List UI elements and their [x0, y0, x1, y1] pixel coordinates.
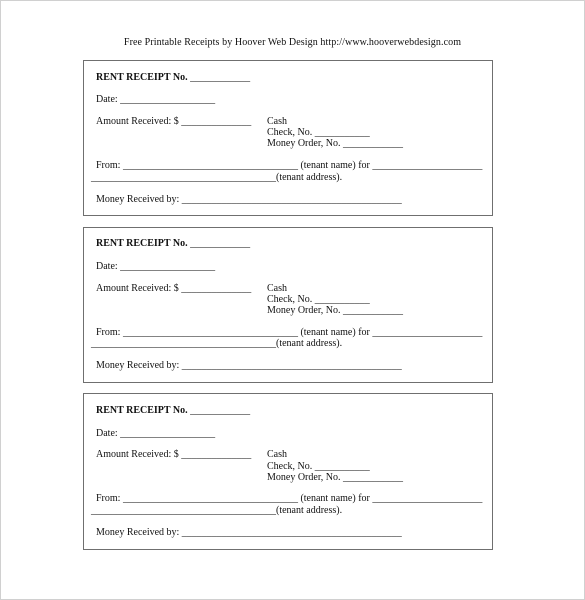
received-by-line: Money Received by: ____________________________________________: [96, 194, 402, 205]
amount-line: Amount Received: $ ______________: [96, 116, 252, 127]
receipt-title-line: [96, 405, 250, 417]
amount-line: Amount Received: $ ______________: [96, 449, 252, 460]
address-line: _____________________________________(tenant address).: [91, 338, 343, 349]
payment-money-order: Money Order, No. ____________: [267, 138, 403, 149]
page-header: Free Printable Receipts by Hoover Web Design http://www.hooverwebdesign.com: [123, 37, 462, 48]
receipt-number-blank: ____________: [190, 72, 251, 83]
payment-check: Check, No. ___________: [267, 127, 370, 138]
payment-check: Check, No. ___________: [267, 461, 370, 472]
receipt-title-line: [96, 238, 250, 250]
received-by-line: Money Received by: ____________________________________________: [96, 527, 402, 538]
payment-money-order: Money Order, No. ____________: [267, 472, 403, 483]
from-line: From: ___________________________________ (tenant name) for ______________________: [96, 160, 483, 171]
receipt-title-line: [96, 72, 250, 84]
from-line: From: ___________________________________ (tenant name) for ______________________: [96, 327, 483, 338]
payment-cash: Cash: [267, 283, 287, 294]
payment-cash: Cash: [267, 116, 287, 127]
payment-money-order: Money Order, No. ____________: [267, 305, 403, 316]
date-line: Date: ___________________: [96, 428, 216, 439]
receipt-3: [83, 393, 493, 550]
amount-line: Amount Received: $ ______________: [96, 283, 252, 294]
receipt-1: [83, 60, 493, 216]
receipt-title: RENT RECEIPT No.: [96, 72, 188, 83]
address-line: _____________________________________(tenant address).: [91, 505, 343, 516]
receipt-2: [83, 227, 493, 383]
receipt-number-blank: ____________: [190, 238, 251, 249]
receipt-title: RENT RECEIPT No.: [96, 405, 188, 416]
address-line: _____________________________________(tenant address).: [91, 172, 343, 183]
receipt-title: RENT RECEIPT No.: [96, 238, 188, 249]
received-by-line: Money Received by: ____________________________________________: [96, 360, 402, 371]
payment-check: Check, No. ___________: [267, 294, 370, 305]
date-line: Date: ___________________: [96, 94, 216, 105]
payment-cash: Cash: [267, 449, 287, 460]
date-line: Date: ___________________: [96, 261, 216, 272]
receipt-number-blank: ____________: [190, 405, 251, 416]
from-line: From: ___________________________________ (tenant name) for ______________________: [96, 493, 483, 504]
